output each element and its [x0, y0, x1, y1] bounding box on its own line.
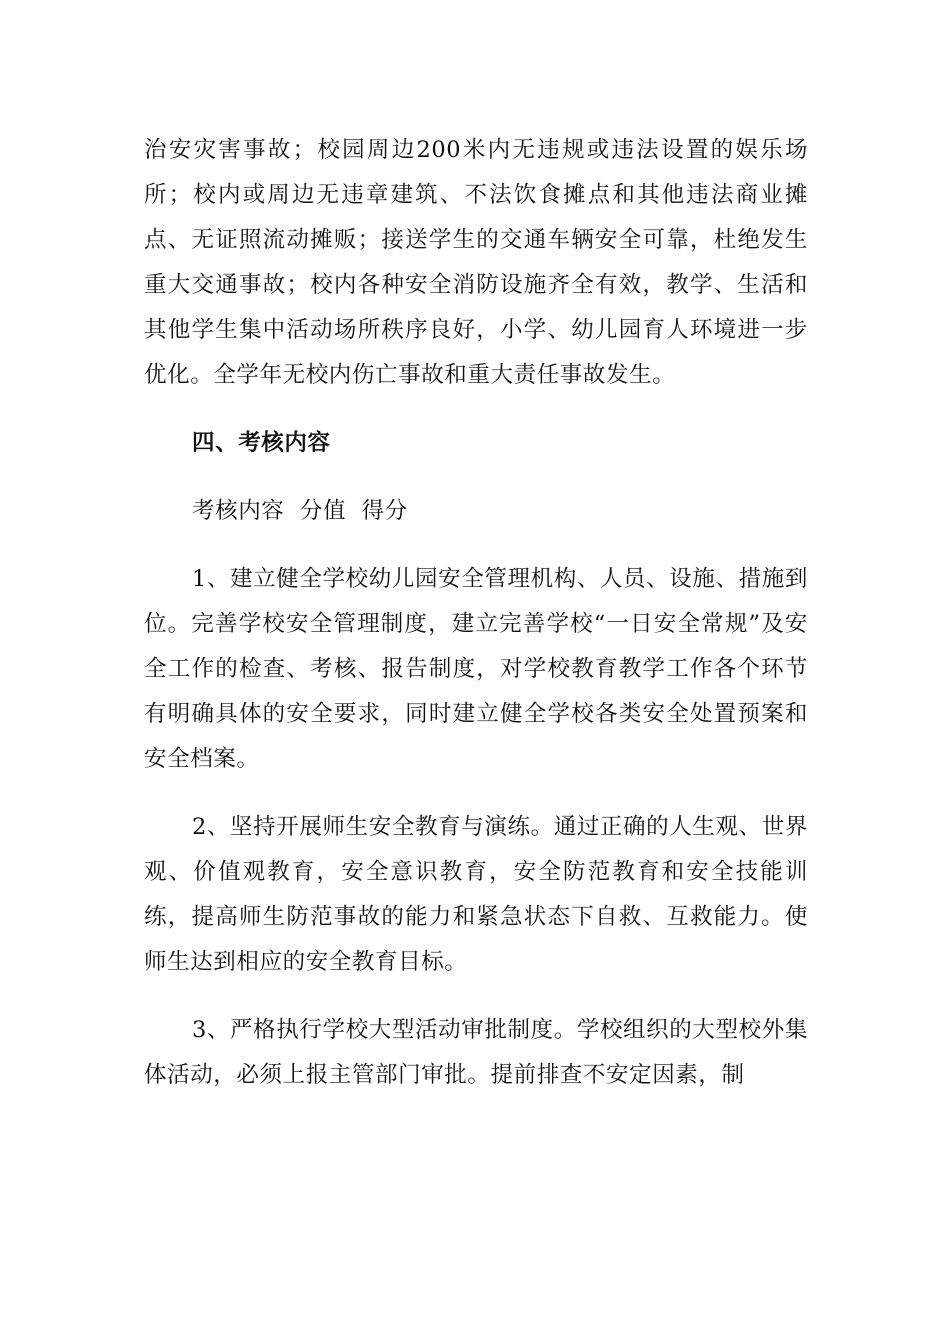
assessment-item-2: 2、坚持开展师生安全教育与演练。通过正确的人生观、世界观、价值观教育，安全意识教育，安全防范教育和安全技能训练，提高师生防范事故的能力和紧急状态下自救、互救能力。使师生达到相应的安全教育目标。 [144, 814, 808, 975]
assessment-item-1: 1、建立健全学校幼儿园安全管理机构、人员、设施、措施到位。完善学校安全管理制度，建立完善学校“一日安全常规”及安全工作的检查、考核、报告制度，对学校教育教学工作各个环节有明确具体的安全要求，同时建立健全学校各类安全处置预案和安全档案。 [144, 566, 808, 772]
intro-paragraph: 治安灾害事故；校园周边200米内无违规或违法设置的娱乐场所；校内或周边无违章建筑、不法饮食摊点和其他违法商业摊点、无证照流动摊贩；接送学生的交通车辆安全可靠，杜绝发生重大交通事故；校内各种安全消防设施齐全有效，教学、生活和其他学生集中活动场所秩序良好，小学、幼儿园育人环境进一步优化。全学年无校内伤亡事故和重大责任事故发生。 [144, 137, 808, 388]
assessment-item-3: 3、严格执行学校大型活动审批制度。学校组织的大型校外集体活动，必须上报主管部门审批。提前排查不安定因素，制 [144, 1017, 808, 1088]
assessment-table-header: 考核内容 分值 得分 [192, 498, 408, 524]
section-heading: 四、考核内容 [192, 430, 331, 456]
document-body [144, 128, 808, 1121]
